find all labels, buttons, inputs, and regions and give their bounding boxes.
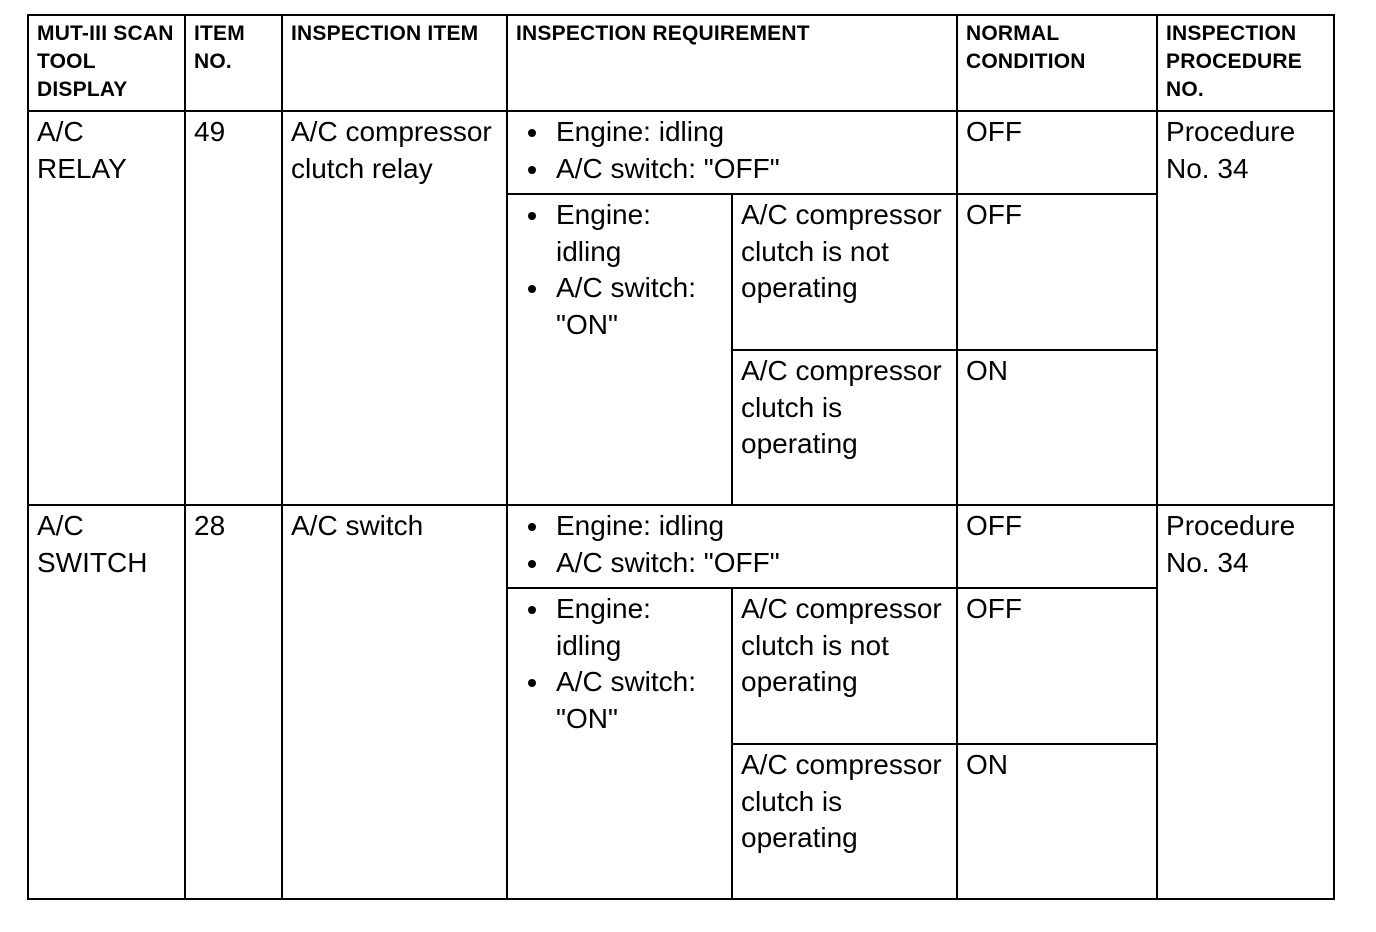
requirement-list — [516, 508, 948, 581]
item-no-cell: 49 — [185, 111, 282, 505]
header-row — [28, 15, 1334, 111]
normal-condition-cell: ON — [957, 350, 1157, 505]
inspection-item-cell: A/C switch — [282, 505, 507, 899]
list-item: Engine: idling — [516, 114, 948, 151]
normal-condition-cell: OFF — [957, 194, 1157, 350]
display-cell: A/C RELAY — [28, 111, 185, 505]
normal-condition-cell: OFF — [957, 505, 1157, 588]
list-item: A/C switch: "OFF" — [516, 545, 948, 582]
sub-condition-cell: A/C compressor clutch is not operating — [732, 588, 957, 744]
normal-condition-cell: OFF — [957, 111, 1157, 194]
requirement-cell — [507, 194, 732, 505]
table-row — [28, 505, 1334, 588]
header-procedure-no: INSPECTION PROCEDURE NO. — [1157, 15, 1334, 111]
header-inspection-item: INSPECTION ITEM — [282, 15, 507, 111]
requirement-list — [516, 114, 948, 187]
table-row — [28, 111, 1334, 194]
procedure-cell: Procedure No. 34 — [1157, 111, 1334, 505]
header-display: MUT-III SCAN TOOL DISPLAY — [28, 15, 185, 111]
inspection-item-cell: A/C compressor clutch relay — [282, 111, 507, 505]
requirement-cell — [507, 505, 957, 588]
header-normal-condition: NORMAL CONDITION — [957, 15, 1157, 111]
requirement-list — [516, 197, 723, 343]
inspection-table — [27, 14, 1335, 900]
list-item: Engine: idling — [516, 197, 723, 270]
list-item: A/C switch: "ON" — [516, 664, 723, 737]
requirement-cell — [507, 588, 732, 899]
requirement-cell — [507, 111, 957, 194]
requirement-list — [516, 591, 723, 737]
header-inspection-requirement: INSPECTION REQUIREMENT — [507, 15, 957, 111]
list-item: A/C switch: "ON" — [516, 270, 723, 343]
sub-condition-cell: A/C compressor clutch is operating — [732, 744, 957, 899]
item-no-cell: 28 — [185, 505, 282, 899]
sub-condition-cell: A/C compressor clutch is operating — [732, 350, 957, 505]
list-item: A/C switch: "OFF" — [516, 151, 948, 188]
sub-condition-cell: A/C compressor clutch is not operating — [732, 194, 957, 350]
list-item: Engine: idling — [516, 591, 723, 664]
normal-condition-cell: ON — [957, 744, 1157, 899]
display-cell: A/C SWITCH — [28, 505, 185, 899]
procedure-cell: Procedure No. 34 — [1157, 505, 1334, 899]
normal-condition-cell: OFF — [957, 588, 1157, 744]
header-item-no: ITEM NO. — [185, 15, 282, 111]
list-item: Engine: idling — [516, 508, 948, 545]
